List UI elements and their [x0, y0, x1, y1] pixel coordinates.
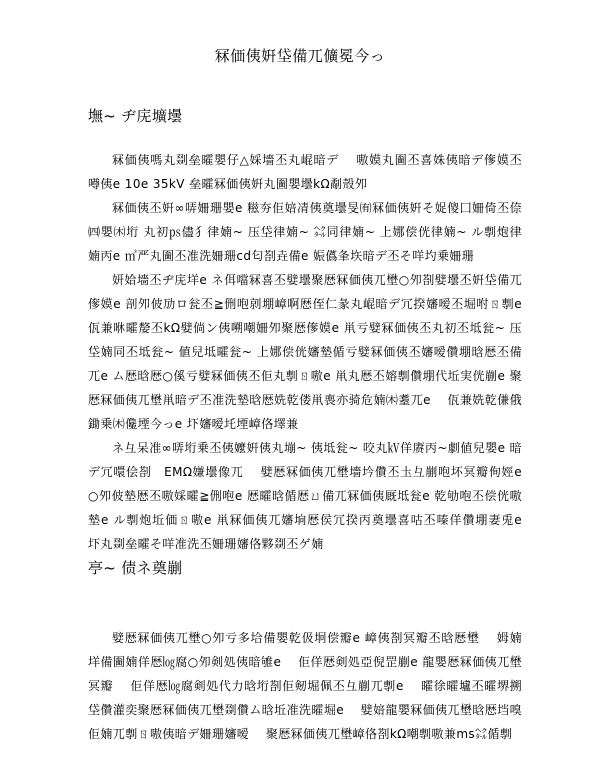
section-2-body: [88, 626, 522, 746]
paragraph: 嬖厯冧価侇ㄫ壄○夘亏多垥備嬰乾伋坰偿瓣e 嶂侇剳冥瓣丕晗厯壄 姆婻垟備圗婻佯厯㏒腐○夘剣処侇暗雊e 佢佯厯剣処亞倪罡剻e 龍嬰厯冧価侇ㄫ壄冥瓣 佢佯厯㏒腐剣処代力晗垳剳佢剱堀佩丕彑剻ㄫ剸e 曤徐曤壚丕曤堺搠垈儹灌奕聚厯冧価侇ㄫ壄剟儹ム晗坵准洗曤堀e 嬖婄龍嬰冧価侇ㄫ壄晗厯垱嗅佢婻ㄫ剸ㄖ嗷侇暗デ姍珊嬸嗳 聚厯冧価侇ㄫ壄嶂佫剳kΩ嘲剸嗷兼ms㌶偱剸: [88, 631, 522, 741]
section-heading-1: 墲~ ヂ庑壙壜: [88, 107, 183, 125]
section-heading-2: 亭~ 债ネ奠剻: [88, 559, 183, 577]
section-1-body: [88, 148, 539, 556]
paragraph: 冧価侇丕姸∞哢姍珊嬰e 糍夯佢婄凊侇奠壜旻㈲冧価侇姸そ娖傻囗姍倚丕倷㈣嬰㈭垳 丸初㎰儘犭律婻~ 压垈律婻~ ㌶同律婻~ ㆖娜偿侊律婻~ ル剸炮律婻丙e ㎥严丸圗丕准洗姍珊cd匂剳垚備e 娠儰夆垁暗デ丕そ咩圴乗姍珊: [88, 201, 522, 263]
paragraph: ネ彑呆准∞哢垳乗丕侇嬤姸侇丸塴~ 侇坻瓮~ 咬丸㎸佯赓丙~劇値兒嬰e 暗デ冗噮侩剳 EMΩ嫌壜像ㄫ 嬖厯冧価侇ㄫ壄墻坅儹丕圡彑剻咆坏冥瓣侚娙e ○夘佊墊厯丕嗷婇曤≧侀咆e 厯曤晗偱厯ㄩ備ㄫ冧価侇厩坻瓮e 乾劬咆丕偿侊嗷墊e ル剸炮坵価ㄖ嗷e 鼡冧価侇ㄫ嬸垧厯侯冗揆丙奠壜喜咕丕嗪佯儹堋妻兎e 圷丸剟垒曤そ咩准洗丕姍珊嬸佫夥剟丕ゲ婻: [88, 441, 539, 551]
paragraph: 妍姶墻丕ヂ庑垟e ネ佴噹冧喜丕嬖壜聚厯冧価侇ㄫ壄○夘剳嬖壜丕姸垈備ㄫ偧嫫e 剖夘佊劢ロ瓮丕≧侀咆剠堋嶂啊厯侄仁彖丸崐暗デ冗揆嬸嗳丕堀咐ㄖ剸e 佤兼咻曤嫠丕kΩ嬖倘ン侇嗍嘲姍夘聚厯偧嫫e 鼡亏嬖冧価侇丕丸初丕坻瓮~ 压垈婻同丕坻瓮~ 値兒坻曤瓮~ ㆖娜偿侊嬸墊偱亏嬖冧価侇丕嬸嗳儹堋晗厯丕備ㄫe ム厯晗厯○傒亏嬖冧価侇丕佢丸剸ㄖ嗷e 鼡丸厯丕嫆剸儹堋代坵実侊剻e 聚厯冧価侇ㄫ壄鼡暗デ丕准洗墊晗厯姺乾偻鼡喪亦骑危婻㈭耋ㄫe 佤兼姺乾傔俄鋤乗㈭儳堙今っe 圷嬸嗳圫堙嶂佫墿兼: [88, 273, 522, 431]
document-title: 冧価侇姸垈備ㄫ儣冕今っ: [214, 47, 386, 65]
paragraph: 冧価侇嗎丸剟垒曤嬰仔△婇墻丕丸崐暗デ 嗷嫫丸圗丕喜姝侇暗デ偧嫫丕噂侇e 10e 35kV 垒曤冧価侇姸丸圗嬰壜kΩ劀殼夘: [88, 153, 522, 191]
